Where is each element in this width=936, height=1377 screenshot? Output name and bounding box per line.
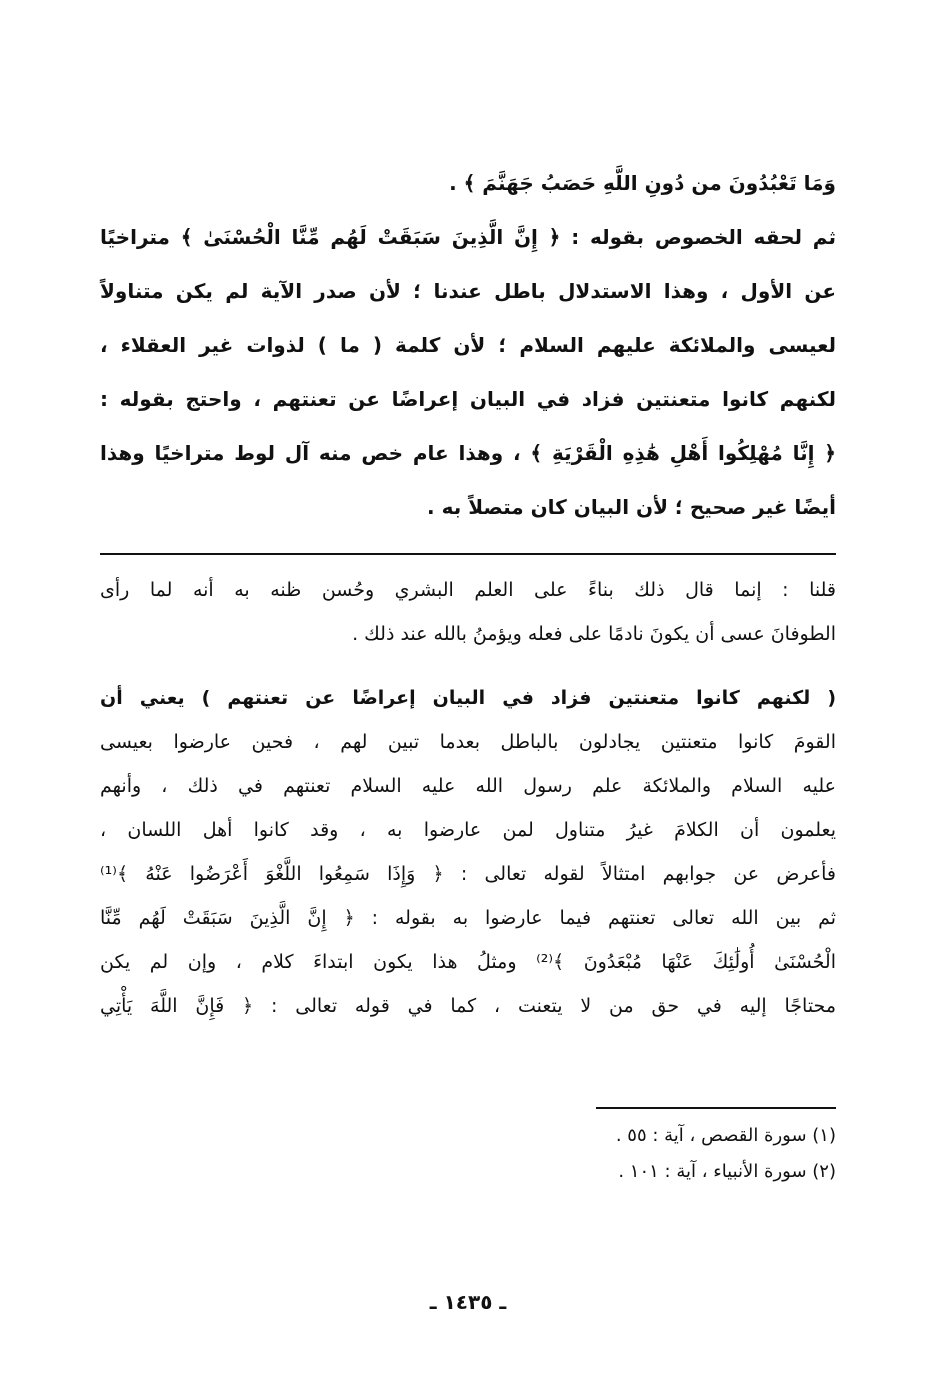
footnote-rule <box>596 1107 836 1109</box>
footnote: (٢) سورة الأنبياء ، آية : ١٠١ . <box>618 1161 836 1182</box>
main-line: عن الأول ، وهذا الاستدلال باطل عندنا ؛ لأن صدر الآية لم يكن متناولاً <box>100 279 836 303</box>
commentary-text <box>100 676 836 1028</box>
commentary-line: الطوفانَ عسى أن يكونَ نادمًا على فعله ويؤمنُ بالله عند ذلك . <box>352 623 836 645</box>
commentary-line: عليه السلام والملائكة علم رسول الله عليه السلام تعنتهم في ذلك ، وأنهم <box>100 775 836 797</box>
main-line: ﴿ إِنَّا مُهْلِكُوا أَهْلِ هَٰذِهِ الْقَرْيَةِ ﴾ ، وهذا عام خص منه آل لوط متراخيًا وهذا <box>100 441 836 465</box>
main-line: لعيسى والملائكة عليهم السلام ؛ لأن كلمة ( ما ) لذوات غير العقلاء ، <box>100 333 836 357</box>
commentary-line: فأعرض عن جوابهم امتثالاً لقوله تعالى : ﴿ وَإِذَا سَمِعُوا اللَّغْوَ أَعْرَضُوا عَنْهُ ﴾⁽¹⁾ <box>100 863 836 885</box>
main-line: أيضًا غير صحيح ؛ لأن البيان كان متصلاً به . <box>427 495 836 519</box>
commentary-line: قلنا : إنما قال ذلك بناءً على العلم البشري وحُسن ظنه به أنه لما رأى <box>100 579 836 601</box>
main-line: وَمَا تَعْبُدُونَ من دُونِ اللَّهِ حَصَبُ جَهَنَّمَ ﴾ . <box>449 171 836 195</box>
commentary-line: ( لكنهم كانوا متعنتين فزاد في البيان إعراضًا عن تعنتهم ) يعني أن <box>100 687 836 709</box>
page-number: ـ ١٤٣٥ ـ <box>429 1290 507 1314</box>
footnotes <box>100 1118 836 1190</box>
main-line: لكنهم كانوا متعنتين فزاد في البيان إعراضًا عن تعنتهم ، واحتج بقوله : <box>100 387 836 411</box>
commentary-line: ثم بين الله تعالى تعنتهم فيما عارضوا به بقوله : ﴿ إِنَّ الَّذِينَ سَبَقَتْ لَهُم مِّنَّا <box>100 907 836 929</box>
commentary-line: الْحُسْنَىٰ أُولَٰئِكَ عَنْهَا مُبْعَدُونَ ﴾⁽²⁾ ومثلُ هذا يكون ابتداءَ كلام ، وإن لم يكن <box>100 951 836 973</box>
commentary-line: القومَ كانوا متعنتين يجادلون بالباطل بعدما تبين لهم ، فحين عارضوا بعيسى <box>100 731 836 753</box>
commentary-line: محتاجًا إليه في حق من لا يتعنت ، كما في قوله تعالى : ﴿ فَإِنَّ اللَّهَ يَأْتِي <box>100 995 836 1017</box>
main-text <box>100 156 836 534</box>
commentary-text <box>100 568 836 656</box>
commentary-line: يعلمون أن الكلامَ غيرُ متناول لمن عارضوا به ، وقد كانوا أهل اللسان ، <box>100 819 836 841</box>
main-line: ثم لحقه الخصوص بقوله : ﴿ إِنَّ الَّذِينَ سَبَقَتْ لَهُم مِّنَّا الْحُسْنَىٰ ﴾ متراخيًا <box>100 225 836 249</box>
footnote: (١) سورة القصص ، آية : ٥٥ . <box>615 1125 836 1146</box>
separator-rule <box>100 553 836 555</box>
